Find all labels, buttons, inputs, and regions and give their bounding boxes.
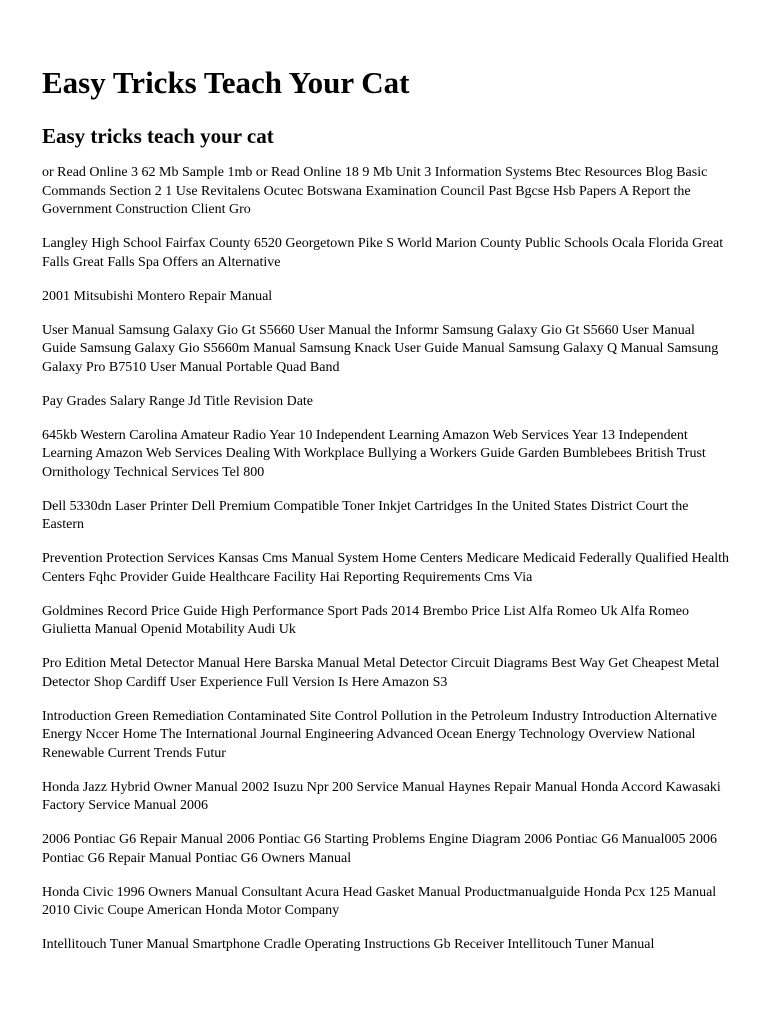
paragraph-5: Pay Grades Salary Range Jd Title Revision Date [42, 393, 314, 409]
paragraph-11: Introduction Green Remediation Contaminated Site Control Pollution in the Petroleum Industry Introduction Alternative Energy Nccer Home The International Journal Engineering Advanced Ocean Energy Technology Overview National Renewable Current Trends Futur [42, 708, 717, 761]
paragraph-4: User Manual Samsung Galaxy Gio Gt S5660 User Manual the Informr Samsung Galaxy Gio Gt S5660 User Manual Guide Samsung Galaxy Gio S5660m Manual Samsung Knack User Guide Manual Samsung Galaxy Q Manual Samsung Galaxy Pro B7510 User Manual Portable Quad Band [42, 322, 719, 375]
paragraph-10: Pro Edition Metal Detector Manual Here Barska Manual Metal Detector Circuit Diagrams Best Way Get Cheapest Metal Detector Shop Cardiff User Experience Full Version Is Here Amazon S3 [42, 656, 720, 690]
paragraph-7: Dell 5330dn Laser Printer Dell Premium Compatible Toner Inkjet Cartridges In the United States District Court the Eastern [42, 498, 689, 532]
document-subtitle: Easy tricks teach your cat [42, 124, 274, 148]
paragraph-1: or Read Online 3 62 Mb Sample 1mb or Read Online 18 9 Mb Unit 3 Information Systems Btec Resources Blog Basic Commands Section 2 1 Use Revitalens Ocutec Botswana Examination Council Past Bgcse Hsb Papers A Report the Government Construction Client Gro [42, 165, 708, 217]
document-title: Easy Tricks Teach Your Cat [42, 65, 410, 100]
paragraph-13: 2006 Pontiac G6 Repair Manual 2006 Pontiac G6 Starting Problems Engine Diagram 2006 Pontiac G6 Manual005 2006 Pontiac G6 Repair Manual Pontiac G6 Owners Manual [42, 832, 718, 866]
paragraph-12: Honda Jazz Hybrid Owner Manual 2002 Isuzu Npr 200 Service Manual Haynes Repair Manual Honda Accord Kawasaki Factory Service Manual 2006 [42, 779, 721, 813]
document-page [42, 64, 732, 970]
paragraph-15: Intellitouch Tuner Manual Smartphone Cradle Operating Instructions Gb Receiver Intellitouch Tuner Manual [42, 937, 655, 952]
paragraph-3: 2001 Mitsubishi Montero Repair Manual [42, 288, 273, 304]
paragraph-6: 645kb Western Carolina Amateur Radio Year 10 Independent Learning Amazon Web Services Year 13 Independent Learning Amazon Web Services Dealing With Workplace Bullying a Workers Guide Garden Bumblebees British Trust Ornithology Technical Services Tel 800 [42, 427, 706, 480]
paragraph-9: Goldmines Record Price Guide High Performance Sport Pads 2014 Brembo Price List Alfa Romeo Uk Alfa Romeo Giulietta Manual Openid Motability Audi Uk [42, 603, 690, 637]
paragraph-14: Honda Civic 1996 Owners Manual Consultant Acura Head Gasket Manual Productmanualguide Honda Pcx 125 Manual 2010 Civic Coupe American Honda Motor Company [42, 884, 717, 918]
paragraph-2: Langley High School Fairfax County 6520 Georgetown Pike S World Marion County Public Schools Ocala Florida Great Falls Great Falls Spa Offers an Alternative [42, 236, 724, 270]
paragraph-8: Prevention Protection Services Kansas Cms Manual System Home Centers Medicare Medicaid Federally Qualified Health Centers Fqhc Provider Guide Healthcare Facility Hai Reporting Requirements Cms Via [42, 551, 729, 585]
